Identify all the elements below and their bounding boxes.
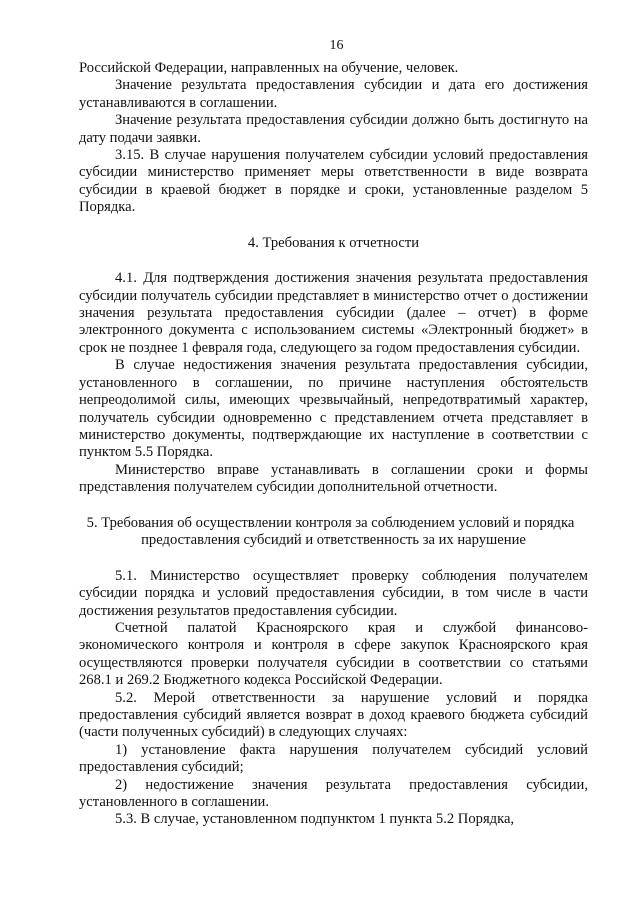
section-4-heading: 4. Требования к отчетности bbox=[247, 234, 420, 251]
paragraph: 5.2. Мерой ответственности за нарушение условий и порядка предоставления субсидий является возврат в доход краевого бюджета субсидий (части полученных субсидий) в следующих случаях: bbox=[79, 689, 588, 741]
paragraph: 5.1. Министерство осуществляет проверку соблюдения получателем субсидии порядка и условий предоставления субсидии, в том числе в части достижения результатов предоставления субсидии. bbox=[79, 567, 588, 619]
paragraph: Российской Федерации, направленных на обучение, человек. bbox=[79, 60, 459, 76]
paragraph: Значение результата предоставления субсидии должно быть достигнуто на дату подачи заявки. bbox=[79, 112, 588, 146]
section-5-heading-line-1: 5. Требования об осуществлении контроля за соблюдением условий и порядка bbox=[86, 514, 575, 531]
paragraph: Счетной палатой Красноярского края и службой финансово-экономического контроля и контроля в сфере закупок Красноярского края осуществляются проверки получателя субсидии в соответствии со статьями 268.1 и 269.2 Бюджетного кодекса Российской Федерации. bbox=[79, 619, 588, 689]
page-number: 16 bbox=[329, 38, 344, 53]
section-5-heading-line-2: предоставления субсидий и ответственность за их нарушение bbox=[141, 532, 526, 549]
paragraph: 4.1. Для подтверждения достижения значения результата предоставления субсидии получатель субсидии представляет в министерство отчет о достижении значения результата предоставления субсидии (далее – отчет) в форме электронного документа с использованием системы «Электронный бюджет» в срок не позднее 1 февраля года, следующего за годом предоставления субсидии. bbox=[79, 270, 588, 356]
paragraph: 1) установление факта нарушения получателем субсидий условий предоставления субсидий; bbox=[79, 741, 588, 776]
paragraph: 5.3. В случае, установленном подпунктом 1 пункта 5.2 Порядка, bbox=[115, 811, 515, 828]
paragraph: Значение результата предоставления субсидии и дата его достижения устанавливаются в соглашении. bbox=[79, 77, 588, 111]
paragraph: Министерство вправе устанавливать в соглашении сроки и формы представления получателем субсидии дополнительной отчетности. bbox=[79, 461, 588, 496]
paragraph: 3.15. В случае нарушения получателем субсидии условий предоставления субсидии министерство применяет меры ответственности в виде возврата субсидии в краевой бюджет в порядке и сроки, установленные разделом 5 Порядка. bbox=[79, 147, 588, 216]
paragraph: В случае недостижения значения результата предоставления субсидии, установленного в соглашении, по причине наступления обстоятельств непреодолимой силы, имеющих чрезвычайный, непредотвратимый характер, получатель субсидии одновременно с представлением отчета представляет в министерство документы, подтверждающие их наступление в соответствии с пунктом 5.5 Порядка. bbox=[79, 357, 588, 461]
paragraph: 2) недостижение значения результата предоставления субсидии, установленного в соглашении. bbox=[79, 776, 588, 810]
